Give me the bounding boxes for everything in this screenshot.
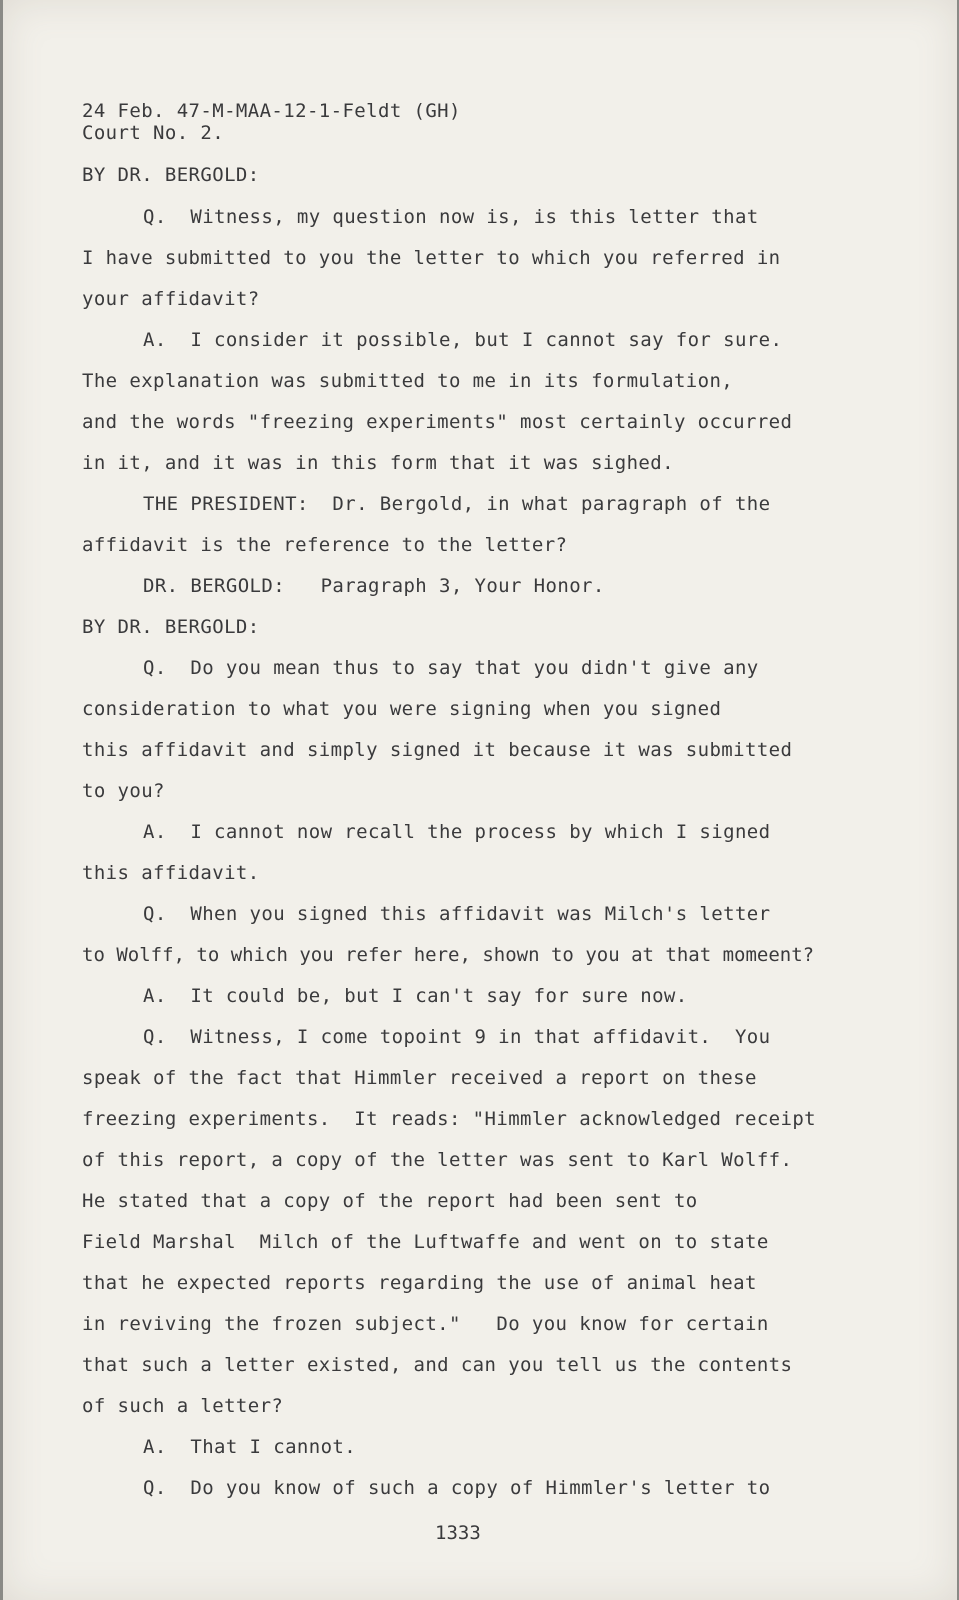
header-court: Court No. 2.: [82, 122, 225, 144]
question-line: Q. When you signed this affidavit was Milch's letter: [143, 903, 771, 925]
text-line: that such a letter existed, and can you tell us the contents: [82, 1354, 793, 1376]
text-line: of such a letter?: [82, 1395, 284, 1417]
speaker-heading: BY DR. BERGOLD:: [82, 164, 260, 186]
text-line: I have submitted to you the letter to which you referred in: [82, 247, 781, 269]
text-line: to you?: [82, 780, 165, 802]
text-line: consideration to what you were signing when you signed: [82, 698, 722, 720]
text-line: this affidavit and simply signed it because it was submitted: [82, 739, 793, 761]
text-line: to Wolff, to which you refer here, shown to you at that momeent?: [82, 944, 815, 966]
text-line: speak of the fact that Himmler received a report on these: [82, 1067, 757, 1089]
text-line: that he expected reports regarding the use of animal heat: [82, 1272, 757, 1294]
text-line: affidavit is the reference to the letter?: [82, 534, 568, 556]
text-line: of this report, a copy of the letter was sent to Karl Wolff.: [82, 1149, 793, 1171]
speaker-line: THE PRESIDENT: Dr. Bergold, in what paragraph of the: [143, 493, 771, 515]
document-page: [3, 0, 957, 1600]
answer-line: A. I cannot now recall the process by which I signed: [143, 821, 771, 843]
text-line: in it, and it was in this form that it was sighed.: [82, 452, 674, 474]
question-line: Q. Do you know of such a copy of Himmler's letter to: [143, 1477, 771, 1499]
answer-line: A. That I cannot.: [143, 1436, 357, 1458]
text-line: He stated that a copy of the report had been sent to: [82, 1190, 698, 1212]
text-line: The explanation was submitted to me in its formulation,: [82, 370, 734, 392]
question-line: Q. Do you mean thus to say that you didn't give any: [143, 657, 759, 679]
speaker-heading: BY DR. BERGOLD:: [82, 616, 260, 638]
answer-line: A. It could be, but I can't say for sure now.: [143, 985, 688, 1007]
page-number: 1333: [435, 1522, 481, 1544]
text-line: freezing experiments. It reads: "Himmler acknowledged receipt: [82, 1108, 817, 1130]
header-docket: 24 Feb. 47-M-MAA-12-1-Feldt (GH): [82, 100, 461, 122]
text-line: your affidavit?: [82, 288, 260, 310]
text-line: this affidavit.: [82, 862, 260, 884]
text-line: and the words "freezing experiments" most certainly occurred: [82, 411, 793, 433]
text-line: Field Marshal Milch of the Luftwaffe and went on to state: [82, 1231, 769, 1253]
question-line: Q. Witness, my question now is, is this letter that: [143, 206, 759, 228]
speaker-line: DR. BERGOLD: Paragraph 3, Your Honor.: [143, 575, 605, 597]
question-line: Q. Witness, I come topoint 9 in that affidavit. You: [143, 1026, 771, 1048]
text-line: in reviving the frozen subject." Do you know for certain: [82, 1313, 769, 1335]
answer-line: A. I consider it possible, but I cannot say for sure.: [143, 329, 783, 351]
